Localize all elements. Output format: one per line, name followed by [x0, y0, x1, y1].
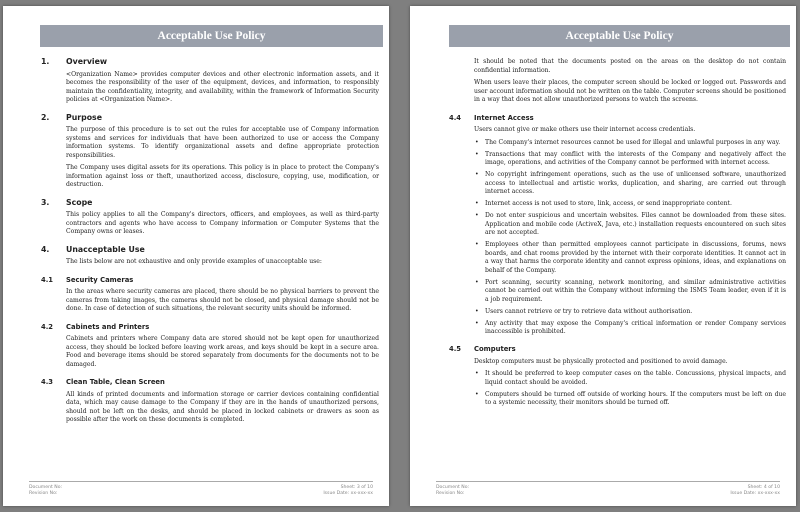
section-title: Security Cameras — [66, 275, 134, 284]
section-heading-unacceptable-use — [41, 246, 379, 255]
section-heading-scope — [41, 199, 379, 208]
paragraph: Users cannot give or make others use their internet access credentials. — [474, 126, 696, 133]
paragraph: Cabinets and printers where Company data are stored should not be kept open for unauthorized access, they should be locked before leaving work areas, and keys should be kept in a secure area. Food and beverage items should be stored separately from documents for the documents not to be damaged. — [66, 335, 379, 368]
bullet-list-internet-access — [474, 139, 786, 337]
list-item: • Port scanning, security scanning, network monitoring, and similar administrative activities cannot be carried out within the Company without informing the ISMS Team leader, even if it is a job requirement. — [474, 279, 786, 305]
section-number: 4. — [41, 244, 50, 254]
paragraph: The Company uses digital assets for its operations. This policy is in place to protect the Company's information against loss or theft, unauthorized access, disclosure, copying, use, modification, or destruction. — [66, 164, 379, 188]
bullet-list-computers — [474, 370, 786, 408]
list-item: • No copyright infringement operations, such as the use of unlicensed software, unauthorized access to intellectual and artistic works, duplication, and sharing, are carried out through internet access. — [474, 171, 786, 197]
page-title: Acceptable Use Policy — [157, 30, 266, 42]
page-content — [449, 34, 786, 411]
revision-number: Revision No: — [436, 491, 465, 496]
page-footer — [436, 481, 780, 497]
section-title: Purpose — [66, 112, 102, 122]
subsection-heading-clean-table — [41, 378, 379, 387]
page-footer — [29, 481, 373, 497]
list-item: • Transactions that may conflict with the interests of the Company and negatively affect the image, operations, and activities of the Company cannot be performed with internet access. — [474, 151, 786, 168]
section-number: 2. — [41, 112, 50, 122]
document-page-left — [3, 6, 389, 506]
section-number: 1. — [41, 57, 50, 66]
page-title-banner — [40, 25, 383, 47]
paragraph: It should be noted that the documents posted on the areas on the desktop do not contain confidential information. — [474, 58, 786, 74]
section-title: Overview — [66, 57, 108, 66]
subsection-heading-security-cameras — [41, 276, 379, 285]
document-number: Document No: — [29, 485, 63, 490]
revision-number: Revision No: — [29, 491, 58, 496]
section-number: 4.4 — [449, 113, 462, 122]
section-title: Cabinets and Printers — [66, 322, 150, 331]
list-item: • Internet access is not used to store, link, access, or send inappropriate content. — [474, 200, 786, 209]
paragraph: Desktop computers must be physically protected and positioned to avoid damage. — [474, 357, 728, 365]
section-number: 4.5 — [449, 345, 462, 353]
list-item: • The Company's internet resources cannot be used for illegal and unlawful purposes in any way. — [474, 139, 786, 148]
sheet-number: Sheet: 3 of 10 — [340, 485, 373, 490]
paragraph: This policy applies to all the Company's directors, officers, and employees, as well as third-party contractors and agents who have access to Company information or Computer Systems that the Company owns or leases. — [66, 211, 379, 235]
section-title: Computers — [474, 345, 516, 353]
paragraph: The purpose of this procedure is to set out the rules for acceptable use of Company information systems and services for individuals that have been authorized to use or access the Company information systems. To identify organizational assets and define appropriate protection responsibilities. — [66, 126, 379, 159]
section-number: 4.3 — [41, 378, 54, 386]
section-title: Unacceptable Use — [66, 244, 145, 254]
section-heading-purpose — [41, 114, 379, 123]
document-page-right — [410, 6, 796, 506]
paragraph: When users leave their places, the computer screen should be locked or logged out. Passwords and user account information should not be written on the table. Computer screens should be positioned in a way that does not allow unauthorized persons to watch the screens. — [474, 79, 786, 103]
list-item: • Any activity that may expose the Company's critical information or render Company services inaccessible is prohibited. — [474, 320, 786, 337]
list-item: • Computers should be turned off outside of working hours. If the computers must be left on due to a systemic necessity, their monitors should be turned off. — [474, 391, 786, 408]
section-heading-overview — [41, 58, 379, 67]
paragraph: In the areas where security cameras are placed, there should be no physical barriers to prevent the cameras from taking images, the cameras should not be closed, and physical damage should not be done. In case of detection of such situations, the relevant security units should be informed. — [66, 288, 379, 312]
paragraph: The lists below are not exhaustive and only provide examples of unacceptable use: — [66, 258, 322, 265]
section-number: 3. — [41, 197, 50, 207]
paragraph: All kinds of printed documents and information storage or carrier devices containing confidential data, which may cause damage to the Company if they are in the hands of unauthorized persons, should not be left on the desks, and should be placed in locked cabinets or drawers as soon as possible after the work on these documents is completed. — [66, 390, 379, 423]
section-number: 4.2 — [41, 322, 54, 331]
sheet-number: Sheet: 4 of 10 — [747, 485, 780, 490]
section-title: Internet Access — [474, 113, 534, 122]
issue-date: Issue Date: xx-xxx-xx — [323, 491, 373, 496]
paragraph: <Organization Name> provides computer devices and other electronic information assets, and it becomes the responsibility of the user of the equipment, devices, and information, to responsibly maintain the confidentiality, integrity, and availability, within the framework of Information Security policies at <Organization Name>. — [66, 70, 379, 103]
issue-date: Issue Date: xx-xxx-xx — [730, 491, 780, 496]
list-item: • Users cannot retrieve or try to retrieve data without authorisation. — [474, 308, 786, 317]
list-item: • Employees other than permitted employees cannot participate in discussions, forums, news boards, and chat rooms provided by the internet with their corporate identities. It cannot act in a way that harms the corporate identity and cannot express opinions, ideas, and explanations on behalf of the Company. — [474, 241, 786, 275]
list-item: • Do not enter suspicious and uncertain websites. Files cannot be downloaded from these sites. Application and mobile code (ActiveX, Java, etc.) installation requests encountered on such sites are not accepted. — [474, 212, 786, 238]
list-item: • It should be preferred to keep computer cases on the table. Concussions, physical impacts, and liquid contact should be avoided. — [474, 370, 786, 387]
document-number: Document No: — [436, 485, 470, 490]
section-title: Clean Table, Clean Screen — [66, 378, 165, 386]
page-content — [41, 58, 379, 429]
section-title: Scope — [66, 197, 93, 207]
page-title: Acceptable Use Policy — [565, 30, 674, 42]
subsection-heading-computers — [449, 345, 786, 354]
subsection-heading-cabinets-printers — [41, 323, 379, 332]
section-number: 4.1 — [41, 275, 54, 284]
subsection-heading-internet-access — [449, 114, 786, 123]
